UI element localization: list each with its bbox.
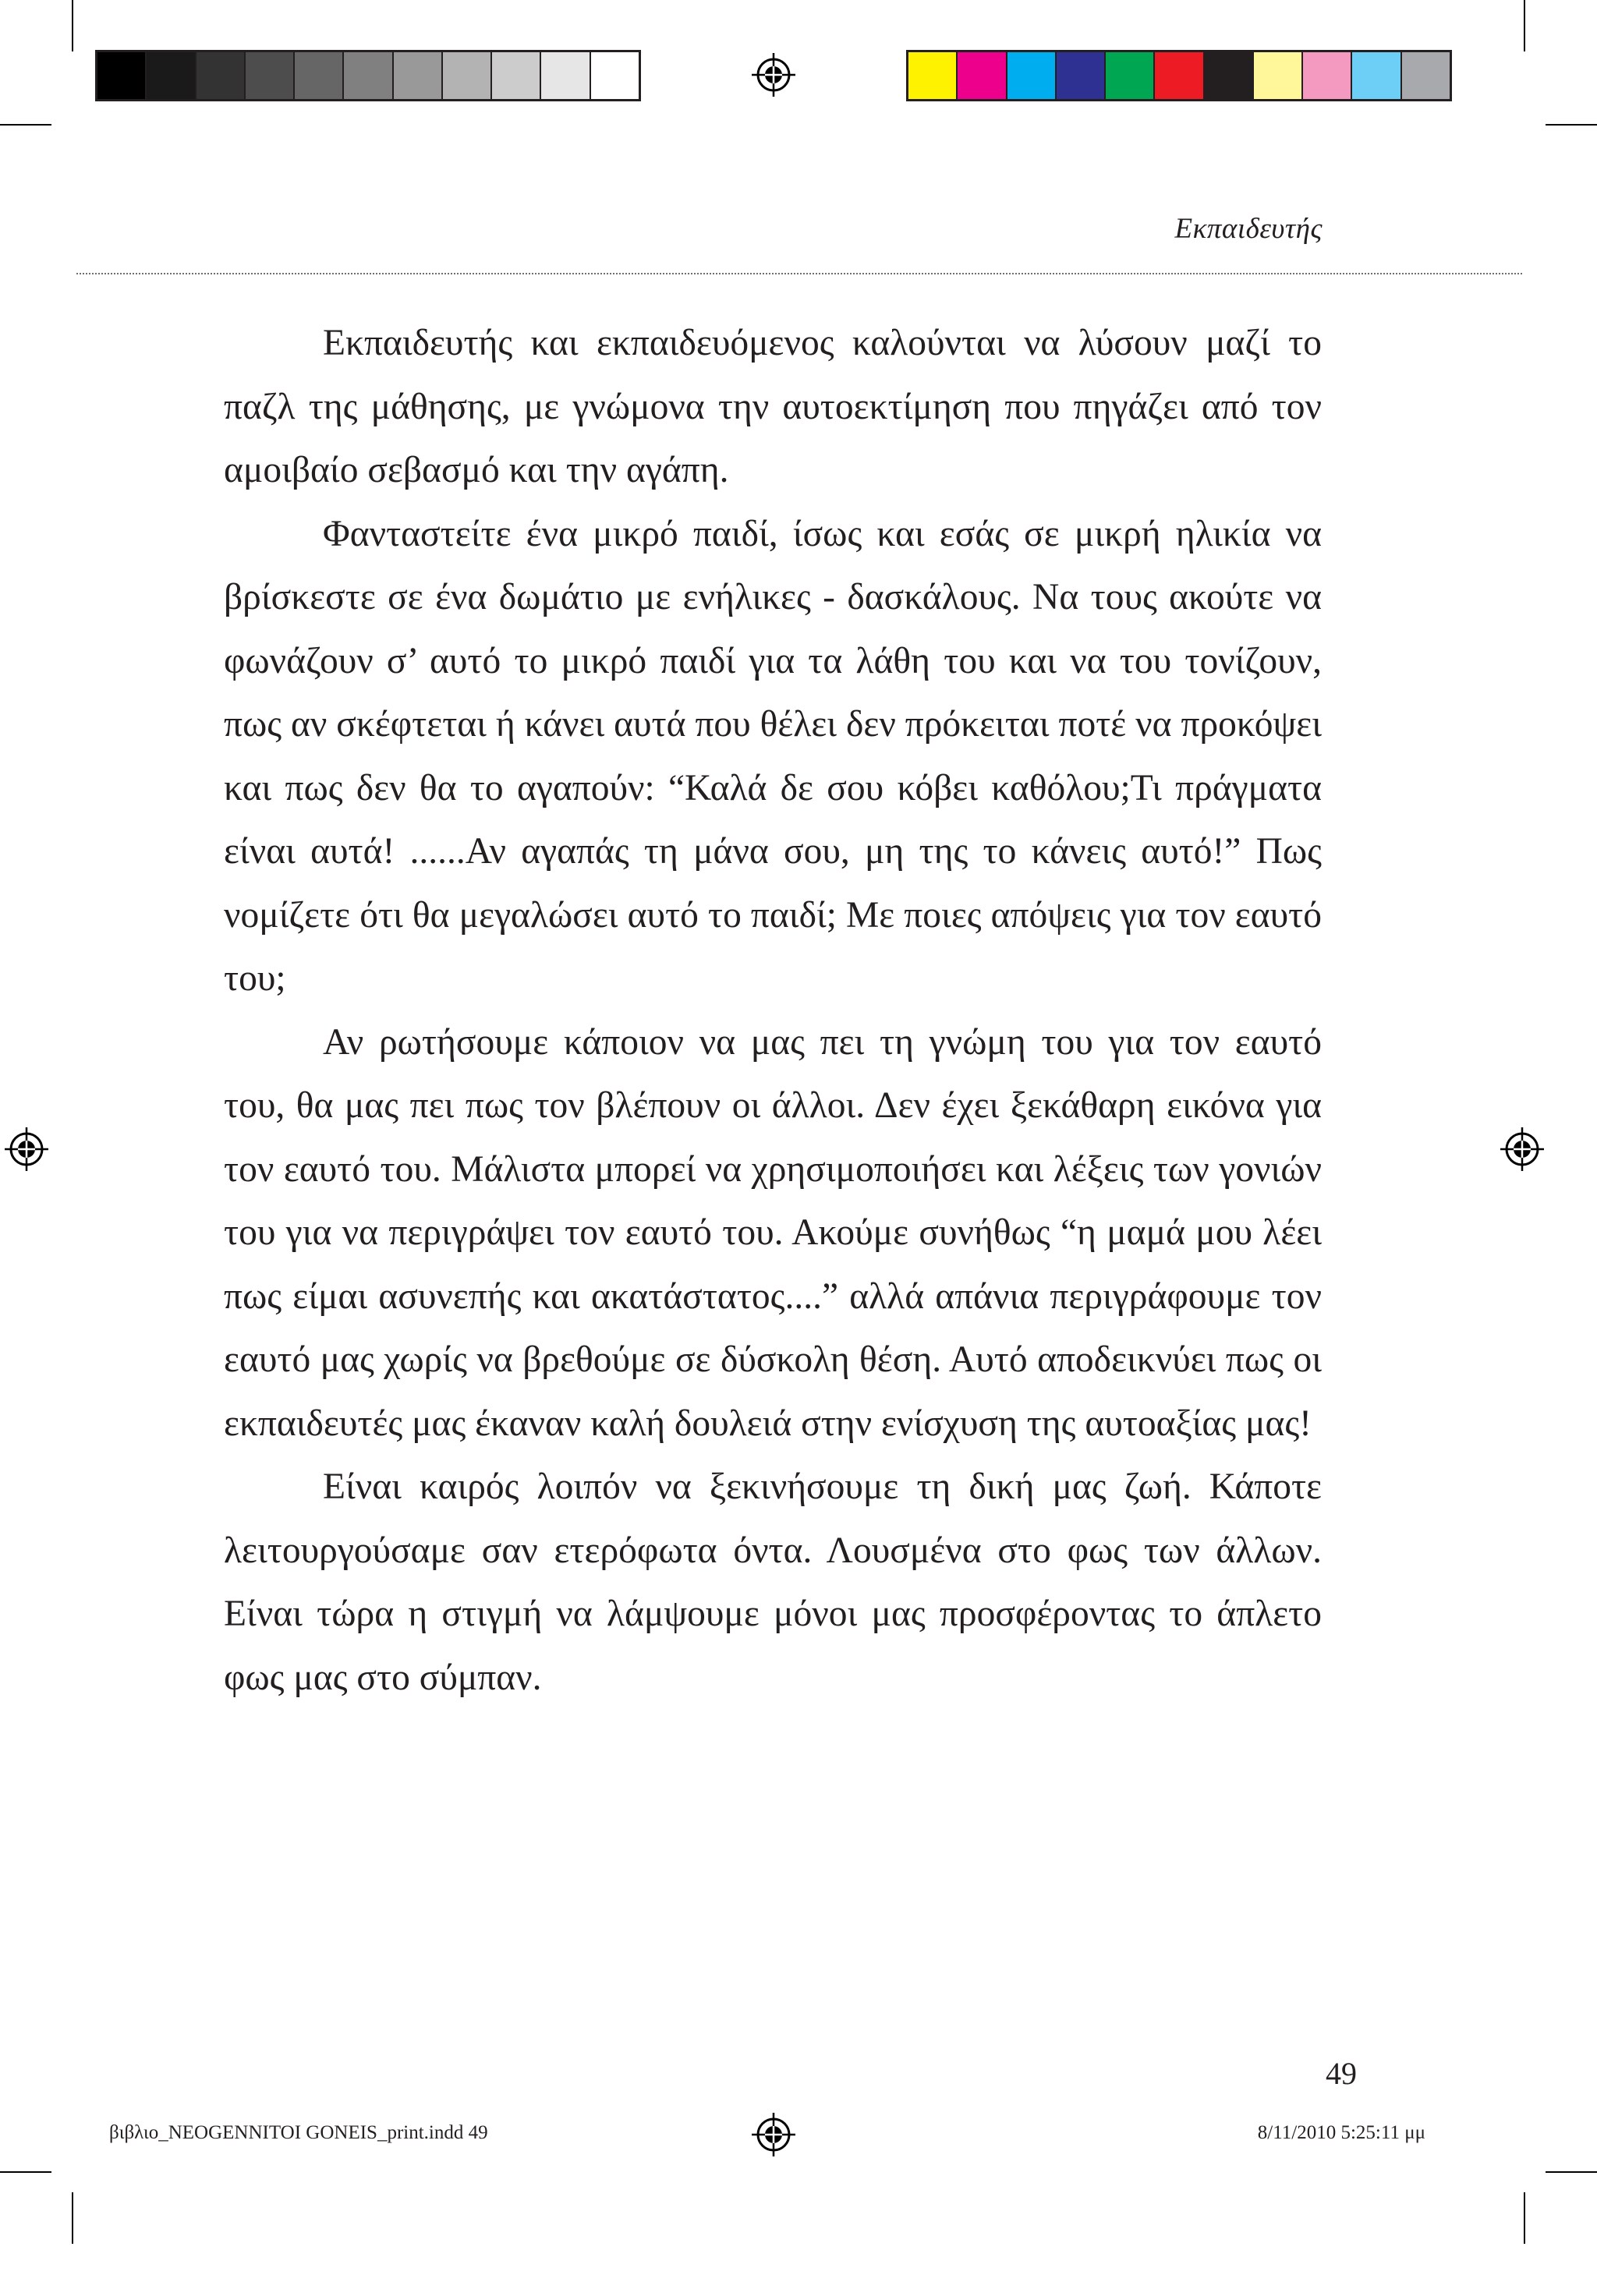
color-swatch: [1106, 52, 1155, 99]
color-swatch: [1155, 52, 1204, 99]
color-swatch: [443, 52, 492, 99]
slug-datetime: 8/11/2010 5:25:11 μμ: [1257, 2122, 1425, 2143]
color-swatch: [197, 52, 246, 99]
grayscale-color-bar: [95, 50, 641, 101]
color-swatch: [908, 52, 958, 99]
color-swatch: [1007, 52, 1057, 99]
color-swatch: [1057, 52, 1106, 99]
color-swatch: [1402, 52, 1450, 99]
page-number: 49: [1326, 2056, 1357, 2091]
registration-mark-icon: [1500, 1127, 1544, 1171]
color-swatch: [1303, 52, 1352, 99]
color-swatch: [394, 52, 443, 99]
color-swatch: [1254, 52, 1303, 99]
crop-mark: [1524, 2192, 1525, 2244]
crop-mark: [0, 2171, 51, 2173]
crop-mark: [1546, 2171, 1597, 2173]
body-text: [224, 312, 1322, 1710]
color-swatch: [147, 52, 196, 99]
color-swatch: [97, 52, 147, 99]
color-swatch: [591, 52, 639, 99]
color-swatch: [246, 52, 295, 99]
process-color-bar: [906, 50, 1452, 101]
crop-mark: [72, 2192, 73, 2244]
crop-mark: [0, 124, 51, 126]
crop-mark: [1546, 124, 1597, 126]
running-head: Εκπαιδευτής: [1174, 213, 1323, 245]
registration-mark-icon: [752, 2113, 795, 2156]
color-swatch: [1205, 52, 1254, 99]
color-swatch: [295, 52, 344, 99]
paragraph: Αν ρωτήσουμε κάποιον να μας πει τη γνώμη του για τον εαυτό του, θα μας πει πως τον βλέπουν οι άλλοι. Δεν έχει ξεκάθαρη εικόνα για τον εαυτό του. Μάλιστα μπορεί να χρησιμοποιήσει και λέξεις των γονιών του για να περιγράψει τον εαυτό του. Ακούμε συνήθως “η μαμά μου λέει πως είμαι ασυνεπής και ακατάστατος....” αλλά απάνια περιγράφουμε τον εαυτό μας χωρίς να βρεθούμε σε δύσκολη θέση. Αυτό αποδεικνύει πως οι εκπαιδευτές μας έκαναν καλή δουλειά στην ενίσχυση της αυτοαξίας μας!: [224, 1021, 1322, 1444]
color-swatch: [492, 52, 541, 99]
paragraph: Είναι καιρός λοιπόν να ξεκινήσουμε τη δική μας ζωή. Κάποτε λειτουργούσαμε σαν ετερόφωτα όντα. Λουσμένα στο φως των άλλων. Είναι τώρα η στιγμή να λάμψουμε μόνοι μας προσφέροντας το άπλετο φως μας στο σύμπαν.: [224, 1466, 1322, 1698]
registration-mark-icon: [752, 53, 795, 97]
crop-mark: [72, 0, 73, 51]
registration-mark-icon: [5, 1127, 48, 1171]
color-swatch: [541, 52, 590, 99]
slug-file-name: βιβλιο_NEOGENNITOI GONEIS_print.indd 49: [109, 2122, 488, 2143]
crop-mark: [1524, 0, 1525, 51]
color-swatch: [958, 52, 1007, 99]
paragraph: Εκπαιδευτής και εκπαιδευόμενος καλούνται να λύσουν μαζί το παζλ της μάθησης, με γνώμονα την αυτοεκτίμηση που πηγάζει από τον αμοιβαίο σεβασμό και την αγάπη.: [224, 323, 1322, 490]
color-swatch: [1352, 52, 1401, 99]
header-rule: [76, 273, 1522, 274]
color-swatch: [344, 52, 393, 99]
paragraph: Φανταστείτε ένα μικρό παιδί, ίσως και εσάς σε μικρή ηλικία να βρίσκεστε σε ένα δωμάτιο με ενήλικες - δασκάλους. Να τους ακούτε να φωνάζουν σ’ αυτό το μικρό παιδί για τα λάθη του και να του τονίζουν, πως αν σκέφτεται ή κάνει αυτά που θέλει δεν πρόκειται ποτέ να προκόψει και πως δεν θα το αγαπούν: “Καλά δε σου κόβει καθόλου;Τι πράγματα είναι αυτά! ......Αν αγαπάς τη μάνα σου, μη της το κάνεις αυτό!” Πως νομίζετε ότι θα μεγαλώσει αυτό το παιδί; Με ποιες απόψεις για τον εαυτό του;: [224, 513, 1322, 999]
